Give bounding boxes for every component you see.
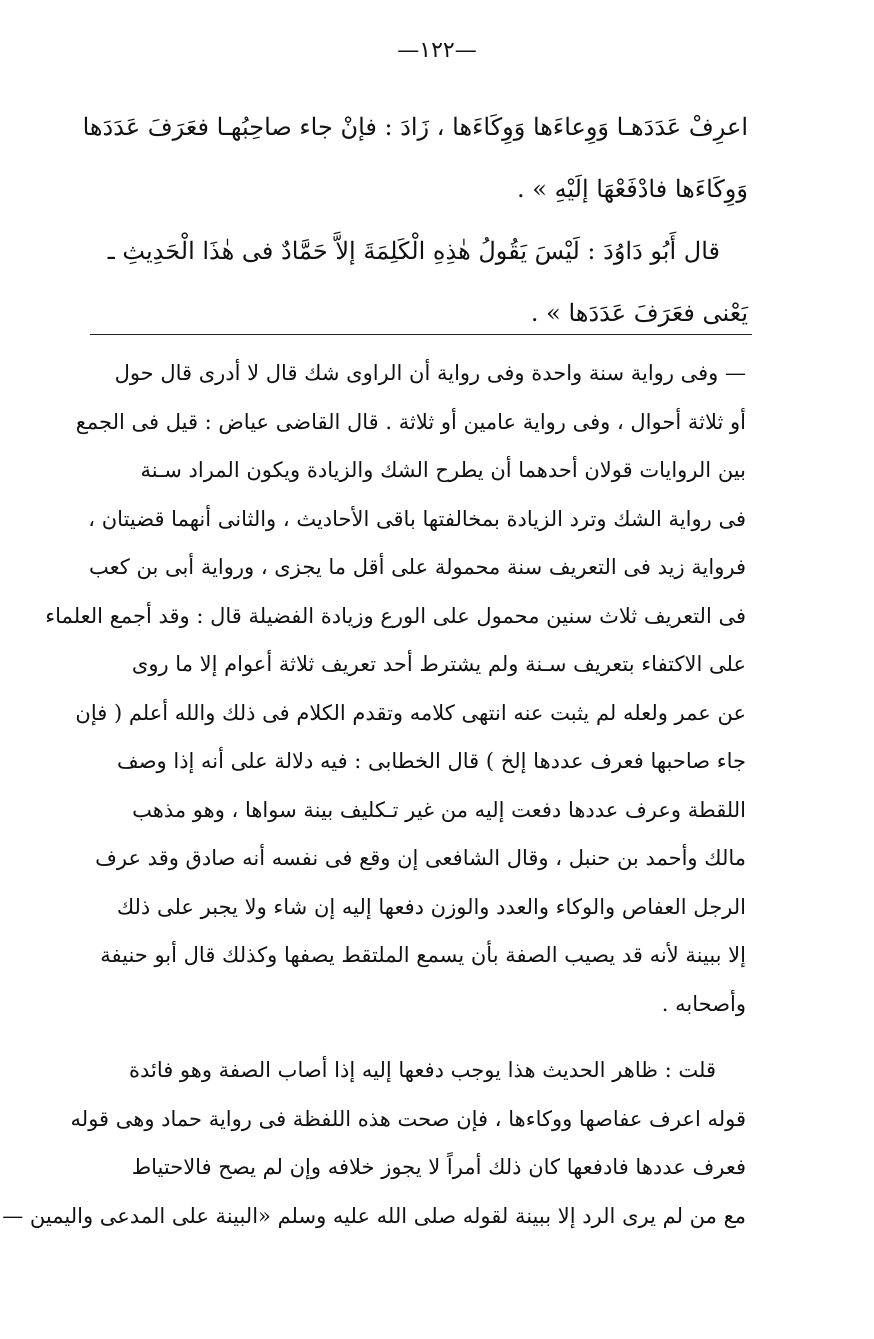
paragraph-gap xyxy=(96,1028,746,1046)
commentary-line: مع من لم يرى الرد إلا ببينة لقوله صلى الله عليه وسلم «البينة على المدعى واليمين — xyxy=(2,1203,746,1228)
commentary-line: إلا ببينة لأنه قد يصيب الصفة بأن يسمع الملتقط يصفها وكذلك قال أبو حنيفة xyxy=(100,943,746,967)
hadith-line: اعرِفْ عَدَدَهـا وَوِعاءَها وَوِكَاءَها ، زَادَ : فإنْ جاء صاحِبُهـا فعَرَفَ عَدَدَها xyxy=(82,113,748,141)
commentary-line: قلت : ظاهر الحديث هذا يوجب دفعها إليه إذا أصاب الصفة وهو فائدة xyxy=(128,1058,716,1082)
commentary-line: فرواية زيد فى التعريف سنة محمولة على أقل ما يجزى ، ورواية أبى بن كعب xyxy=(89,555,746,579)
commentary-line: على الاكتفاء بتعريف سـنة ولم يشترط أحد تعريف ثلاثة أعوام إلا ما روى xyxy=(131,652,746,676)
footnote-divider xyxy=(90,334,752,335)
commentary-line: فى رواية الشك وترد الزيادة بمخالفتها باقى الأحاديث ، والثانى أنهما قضيتان ، xyxy=(88,506,746,531)
commentary-line: — وفى رواية سنة واحدة وفى رواية أن الراوى شك قال لا أدرى قال حول xyxy=(114,361,746,385)
commentary-line: بين الروايات قولان أحدهما أن يطرح الشك والزيادة ويكون المراد سـنة xyxy=(140,458,746,482)
hadith-line: وَوِكَاءَها فادْفَعْهَا إلَيْهِ » . xyxy=(517,175,748,203)
commentary-line: فى التعريف ثلاث سنين محمول على الورع وزيادة الفضيلة قال : وقد أجمع العلماء xyxy=(45,603,746,628)
commentary-text xyxy=(2,349,746,1240)
hadith-line: قال أَبُو دَاوُدَ : لَيْسَ يَقُولُ هٰذِهِ الْكَلِمَةَ إلاَّ حَمَّادٌ فى هٰذَا الْحَدِيثِ ـ xyxy=(107,237,720,265)
commentary-line: قوله اعرف عفاصها ووكاءها ، فإن صحت هذه اللفظة فى رواية حماد وهى قوله xyxy=(70,1106,746,1131)
hadith-text xyxy=(82,96,748,344)
commentary-line: فعرف عددها فادفعها كان ذلك أمراً لا يجوز خلافه وإن لم يصح فالاحتياط xyxy=(131,1155,746,1179)
commentary-line: أو ثلاثة أحوال ، وفى رواية عامين أو ثلاثة . قال القاضى عياض : قيل فى الجمع xyxy=(75,409,746,434)
commentary-line: مالك وأحمد بن حنبل ، وقال الشافعى إن وقع فى نفسه أنه صادق وقد عرف xyxy=(95,846,746,870)
commentary-line: وأصحابه . xyxy=(661,991,746,1016)
hadith-line: يَعْنى فعَرَفَ عَدَدَها » . xyxy=(530,299,748,327)
page-number: —١٢٢— xyxy=(397,38,477,63)
commentary-line: جاء صاحبها فعرف عددها إلخ ) قال الخطابى : فيه دلالة على أنه إذا وصف xyxy=(116,749,746,773)
commentary-line: عن عمر ولعله لم يثبت عنه انتهى كلامه وتقدم الكلام فى ذلك والله أعلم ( فإن xyxy=(75,700,746,725)
commentary-line: اللقطة وعرف عددها دفعت إليه من غير تـكليف بينة سواها ، وهو مذهب xyxy=(132,797,746,822)
commentary-line: الرجل العفاص والوكاء والعدد والوزن دفعها إليه إن شاء ولا يجبر على ذلك xyxy=(116,894,746,919)
